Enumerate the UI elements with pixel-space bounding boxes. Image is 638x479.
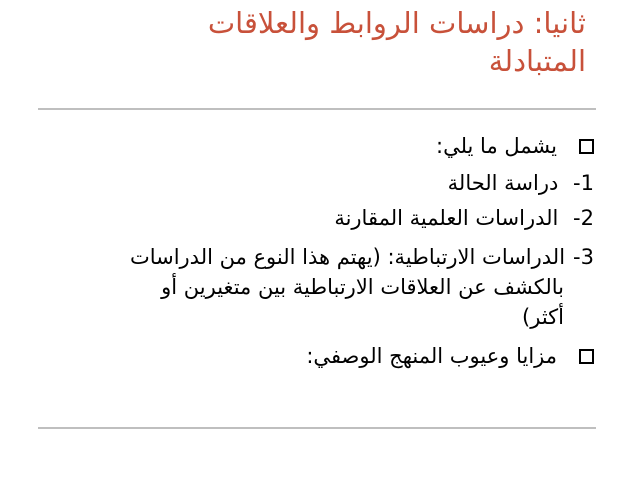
list-item-case-study bbox=[448, 166, 594, 200]
list-item-number: 3- bbox=[573, 245, 594, 269]
hollow-square-bullet-icon bbox=[579, 349, 594, 364]
list-item-text: الدراسات الارتباطية: (يهتم هذا النوع من الدراسات bbox=[129, 245, 566, 269]
top-divider bbox=[38, 108, 596, 110]
bullet-item-pros-cons bbox=[306, 339, 594, 373]
bottom-divider bbox=[38, 427, 596, 429]
list-item-continuation: أكثر) bbox=[522, 305, 564, 329]
list-item-continuation: بالكشف عن العلاقات الارتباطية بين متغيرين أو bbox=[161, 275, 564, 299]
hollow-square-bullet-icon bbox=[579, 139, 594, 154]
list-item-number: 2- bbox=[573, 206, 594, 230]
list-item-line bbox=[130, 245, 594, 269]
bullet-item-pros-cons-text: مزايا وعيوب المنهج الوصفي: bbox=[306, 344, 557, 368]
list-item-comparative-studies bbox=[334, 201, 594, 235]
list-item-text: دراسة الحالة bbox=[447, 171, 559, 195]
list-item-number: 1- bbox=[573, 171, 594, 195]
list-item-text: الدراسات العلمية المقارنة bbox=[334, 206, 559, 230]
bullet-item-includes-text: يشمل ما يلي: bbox=[436, 134, 557, 158]
bullet-item-includes bbox=[436, 129, 594, 163]
slide-title: ثانيا: دراسات الروابط والعلاقات المتبادلة bbox=[207, 6, 586, 78]
list-item-correlational-studies bbox=[24, 242, 594, 332]
